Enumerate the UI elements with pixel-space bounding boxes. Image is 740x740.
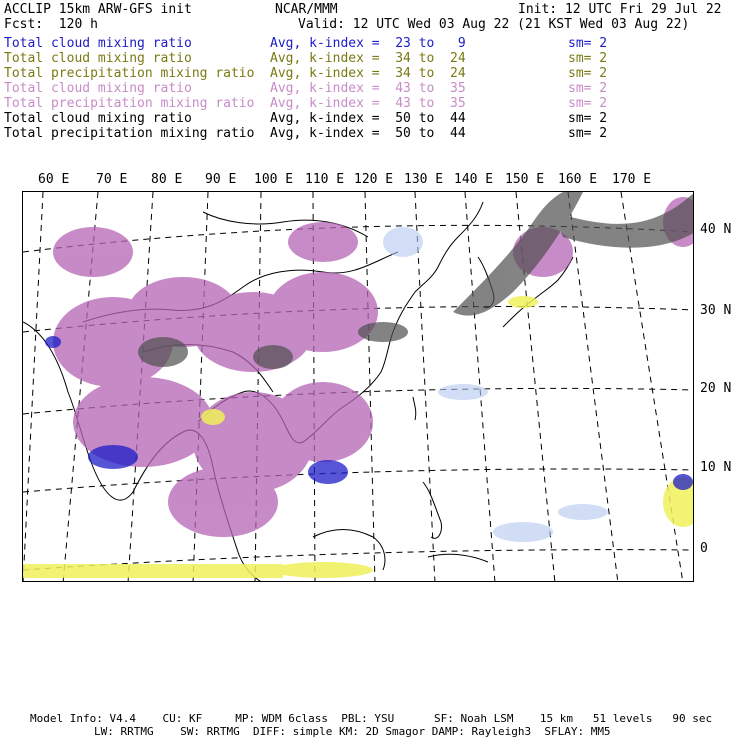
lon-label: 110 E bbox=[305, 172, 345, 187]
lon-label: 120 E bbox=[354, 172, 394, 187]
field-name: Total precipitation mixing ratio bbox=[4, 96, 255, 111]
map-panel bbox=[22, 191, 694, 582]
field-smoothing: sm= 2 bbox=[568, 111, 608, 126]
lon-label: 70 E bbox=[96, 172, 128, 187]
lon-label: 150 E bbox=[505, 172, 545, 187]
field-name: Total cloud mixing ratio bbox=[4, 111, 192, 126]
field-smoothing: sm= 2 bbox=[568, 96, 608, 111]
model-info-line2: LW: RRTMG SW: RRTMG DIFF: simple KM: 2D Smagor DAMP: Rayleigh3 SFLAY: MM5 bbox=[94, 725, 611, 738]
field-smoothing: sm= 2 bbox=[568, 51, 608, 66]
lat-label: 40 N bbox=[700, 222, 732, 237]
forecast-hour: Fcst: 120 h bbox=[4, 17, 98, 32]
field-name: Total precipitation mixing ratio bbox=[4, 66, 255, 81]
valid-time: Valid: 12 UTC Wed 03 Aug 22 (21 KST Wed 03 Aug 22) bbox=[298, 17, 690, 32]
lon-label: 60 E bbox=[38, 172, 70, 187]
field-name: Total cloud mixing ratio bbox=[4, 51, 192, 66]
field-name: Total cloud mixing ratio bbox=[4, 81, 192, 96]
lon-label: 170 E bbox=[612, 172, 652, 187]
lon-label: 140 E bbox=[454, 172, 494, 187]
field-name: Total precipitation mixing ratio bbox=[4, 126, 255, 141]
field-smoothing: sm= 2 bbox=[568, 81, 608, 96]
lon-label: 130 E bbox=[404, 172, 444, 187]
field-kindex-range: Avg, k-index = 23 to 9 bbox=[270, 36, 466, 51]
init-time: Init: 12 UTC Fri 29 Jul 22 bbox=[518, 2, 722, 17]
field-kindex-range: Avg, k-index = 43 to 35 bbox=[270, 81, 466, 96]
field-smoothing: sm= 2 bbox=[568, 36, 608, 51]
map-canvas bbox=[23, 192, 694, 582]
lon-label: 90 E bbox=[205, 172, 237, 187]
field-kindex-range: Avg, k-index = 34 to 24 bbox=[270, 51, 466, 66]
model-info-line1: Model Info: V4.4 CU: KF MP: WDM 6class PBL: YSU SF: Noah LSM 15 km 51 levels 90 sec bbox=[30, 712, 713, 725]
lat-label: 0 bbox=[700, 541, 708, 556]
field-kindex-range: Avg, k-index = 50 to 44 bbox=[270, 126, 466, 141]
field-kindex-range: Avg, k-index = 43 to 35 bbox=[270, 96, 466, 111]
field-smoothing: sm= 2 bbox=[568, 126, 608, 141]
lon-label: 80 E bbox=[151, 172, 183, 187]
plot-title: ACCLIP 15km ARW-GFS init bbox=[4, 2, 192, 17]
lat-label: 30 N bbox=[700, 303, 732, 318]
lon-label: 100 E bbox=[254, 172, 294, 187]
lon-label: 160 E bbox=[558, 172, 598, 187]
field-smoothing: sm= 2 bbox=[568, 66, 608, 81]
center-label: NCAR/MMM bbox=[275, 2, 338, 17]
lat-label: 10 N bbox=[700, 460, 732, 475]
field-kindex-range: Avg, k-index = 50 to 44 bbox=[270, 111, 466, 126]
lat-label: 20 N bbox=[700, 381, 732, 396]
field-name: Total cloud mixing ratio bbox=[4, 36, 192, 51]
field-kindex-range: Avg, k-index = 34 to 24 bbox=[270, 66, 466, 81]
